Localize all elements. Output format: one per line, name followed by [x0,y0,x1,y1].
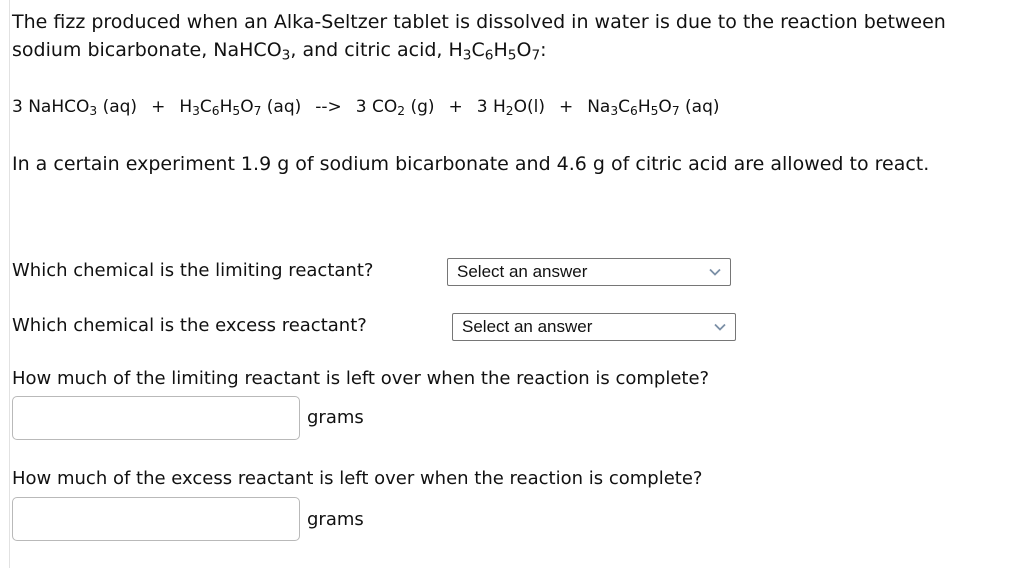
intro-text: , and citric acid, H [290,39,463,61]
limiting-reactant-select[interactable] [447,258,731,286]
limiting-leftover-input[interactable] [12,396,300,440]
select-value: Select an answer [462,317,593,336]
intro-sub: 3 [281,47,291,64]
equation-sub: 5 [232,104,241,119]
equation-term: O [658,97,672,117]
equation-sub: 5 [650,104,659,119]
grams-unit-label: grams [307,509,364,530]
intro-text: C [471,39,485,61]
select-value: Select an answer [457,262,588,281]
equation-sub: 7 [253,104,262,119]
chevron-down-icon [709,268,721,276]
equation-sub: 7 [671,104,680,119]
equation-sub: 3 [610,104,619,119]
equation-term: H [637,97,651,117]
intro-sub: 7 [531,47,541,64]
equation-sub: 6 [630,104,638,119]
experiment-statement: In a certain experiment 1.9 g of sodium bicarbonate and 4.6 g of citric acid are allowed to react. [12,153,930,175]
intro-text: O [516,39,532,61]
equation-term: H [219,97,233,117]
equation-term: H [179,97,193,117]
problem-intro [12,8,1017,64]
plus-sign: + [558,97,574,117]
equation-term: 3 NaHCO [12,97,90,117]
excess-reactant-question: Which chemical is the excess reactant? [12,315,367,336]
equation-sub: 2 [397,104,406,119]
equation-state: (g) [405,97,435,117]
chemical-equation [12,97,720,117]
intro-text: The fizz produced when an Alka-Seltzer tablet is dissolved in water is due to the reaction between sodium bicarbonate, NaHCO [12,11,946,61]
equation-state: (aq) [261,97,302,117]
chevron-down-icon [714,323,726,331]
equation-term: O(l) [513,97,545,117]
equation-term: C [618,97,631,117]
plus-sign: + [448,97,463,117]
intro-sub: 5 [507,47,517,64]
excess-leftover-question: How much of the excess reactant is left over when the reaction is complete? [12,468,703,489]
intro-text: H [493,39,508,61]
equation-term: 3 CO [355,97,398,117]
equation-term: C [199,97,212,117]
equation-sub: 6 [211,104,220,119]
intro-sub: 3 [462,47,472,64]
plus-sign: + [151,97,166,117]
equation-sub: 2 [505,104,514,119]
equation-term: Na [587,97,611,117]
intro-text: : [540,39,547,61]
limiting-reactant-question: Which chemical is the limiting reactant? [12,260,374,281]
intro-sub: 6 [484,47,494,64]
equation-state: (aq) [679,97,720,117]
equation-sub: 3 [89,104,98,119]
equation-sub: 3 [192,104,200,119]
reaction-arrow: --> [315,97,342,117]
equation-state: (aq) [97,97,138,117]
grams-unit-label: grams [307,407,364,428]
excess-leftover-input[interactable] [12,497,300,541]
excess-reactant-select[interactable] [452,313,736,341]
equation-term: O [240,97,254,117]
limiting-leftover-question: How much of the limiting reactant is left over when the reaction is complete? [12,368,710,389]
equation-term: 3 H [476,97,506,117]
content-left-border [9,0,10,568]
